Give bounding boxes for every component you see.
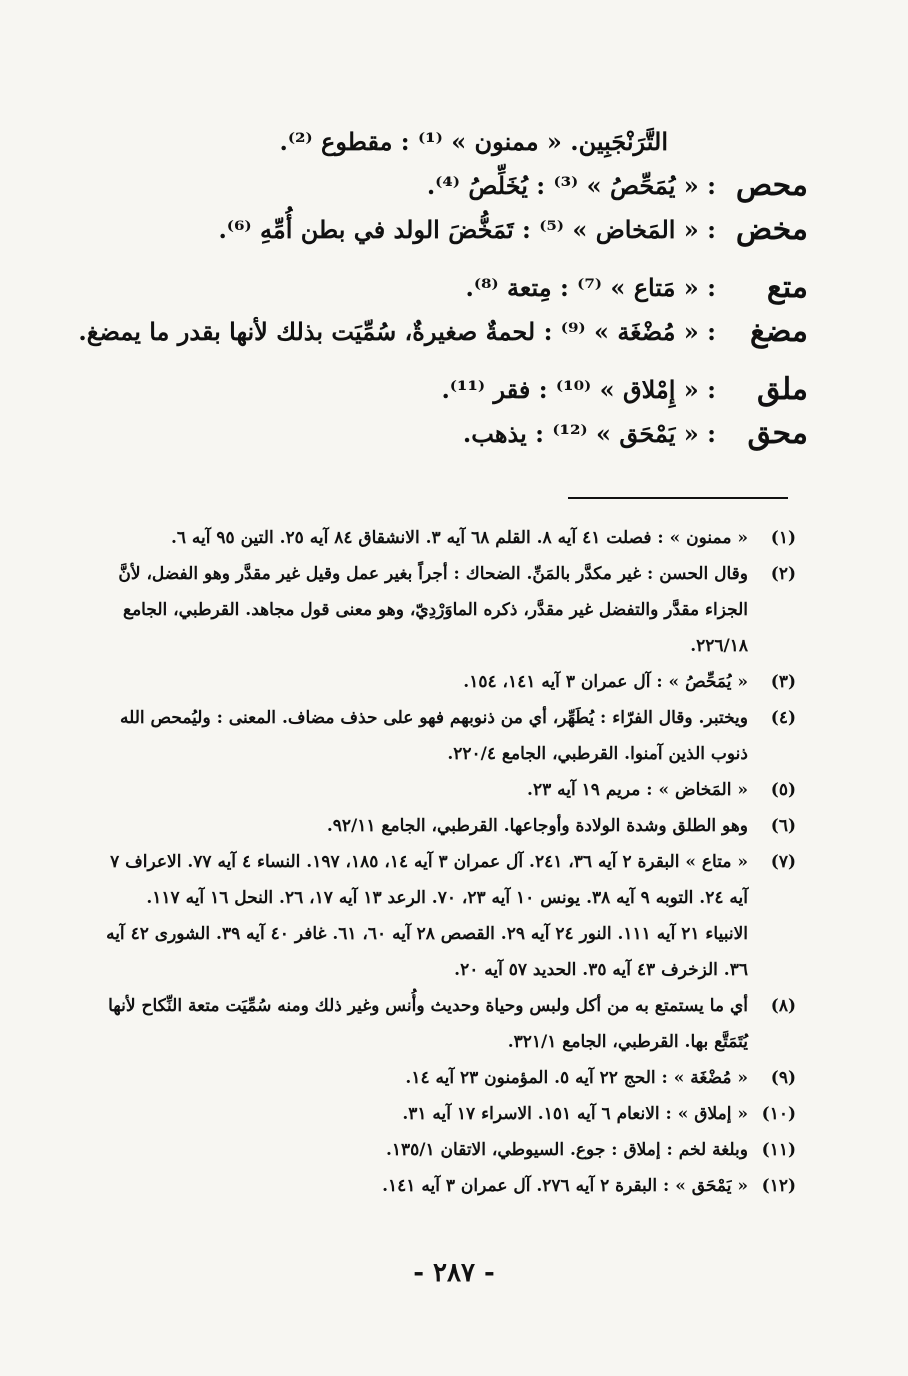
footnote [106,772,796,808]
footnote-number: (١) [770,528,796,548]
entry-root: متع [766,270,808,305]
footnote [106,700,796,772]
footnote-number: (٥) [770,780,796,800]
footnote-number: (١١) [761,1140,796,1160]
footnote-text: وبلغة لخم : إملاق : جوع. السيوطي، الاتقان ١٣٥/١. [385,1140,748,1160]
footnote [106,556,796,664]
footnote-text: وقال الحسن : غير مكدَّر بالمَنِّ. الضحاك : أجراً بغير عمل وقيل غير مقدَّر وهو الفضل، لأنَّ الجزاء مقدَّر والتفضل غير مقدَّر، ذكره الماوَرْدِيّ، وهو معنى قول مجاهد. القرطبي، الجامع ٢٢٦/١٨. [118,564,748,656]
footnote-text: « مُضْغَة » : الحج ٢٢ آيه ٥. المؤمنون ٢٣ آيه ١٤. [405,1068,748,1088]
footnote-divider [568,497,788,499]
entry-root: مضغ [749,314,808,349]
footnote-number: (٨) [770,996,796,1016]
footnote [106,1096,796,1132]
footnote [106,844,796,988]
entry-text: : « المَخاض » ⁽⁵⁾ : تَمَخُّضَ الولد في بطن أُمِّهِ ⁽⁶⁾. [218,215,716,244]
footnote-number: (١٢) [761,1176,796,1196]
footnote-text: « إملاق » : الانعام ٦ آيه ١٥١. الاسراء ١٧ آيه ٣١. [402,1104,748,1124]
entry-root: محق [747,416,808,451]
entry-mkhd [100,208,808,252]
footnote-text: « يَمْحَق » : البقرة ٢ آيه ٢٧٦. آل عمران ٣ آيه ١٤١. [382,1176,748,1196]
entry-text: : « إِمْلاق » ⁽¹⁰⁾ : فقر ⁽¹¹⁾. [441,375,716,404]
entry-root: ملق [756,372,808,407]
entry-text: التَّرَنْجَبِين. « ممنون » ⁽¹⁾ : مقطوع ⁽²⁾. [279,127,668,156]
entry-mhq [100,412,808,456]
entry-text: : « مَتاع » ⁽⁷⁾ : مِتعة ⁽⁸⁾. [465,273,716,302]
footnote-text: « متاع » البقرة ٢ آيه ٣٦، ٢٤١. آل عمران ٣ آيه ١٤، ١٨٥، ١٩٧. النساء ٤ آيه ٧٧. الاعراف ٧ آيه ٢٤. التوبه ٩ آيه ٣٨. يونس ١٠ آيه ٢٣، ٧٠. الرعد ١٣ آيه ١٧، ٢٦. النحل ١٦ آيه ١١٧. الانبياء ٢١ آيه ١١١. النور ٢٤ آيه ٢٩. القصص ٢٨ آيه ٦٠، ٦١. غافر ٤٠ آيه ٣٩. الشورى ٤٢ آيه ٣٦. الزخرف ٤٣ آيه ٣٥. الحديد ٥٧ آيه ٢٠. [106,852,748,980]
footnote-text: « يُمَحِّصُ » : آل عمران ٣ آيه ١٤١، ١٥٤. [463,672,748,692]
footnote-number: (٩) [770,1068,796,1088]
footnote [106,1168,796,1204]
entry-text: : « يَمْحَق » ⁽¹²⁾ : يذهب. [462,419,716,448]
footnote-number: (١٠) [761,1104,796,1124]
footnote-text: « ممنون » : فصلت ٤١ آيه ٨. القلم ٦٨ آيه ٣. الانشقاق ٨٤ آيه ٢٥. التين ٩٥ آيه ٦. [170,528,748,548]
footnote-text: أي ما يستمتع به من أكل ولبس وحياة وحديث وأُنس وغير ذلك ومنه سُمِّيَت متعة النِّكاح لأنها يُتَمَتَّع بها. القرطبي، الجامع ٣٢١/١. [108,996,748,1052]
footnote [106,1132,796,1168]
entry-root: مخض [735,212,808,247]
footnote [106,1060,796,1096]
footnote [106,988,796,1060]
entry-mdgh [78,310,808,354]
footnote-text: ويختبر. وقال الفرّاء : يُطَهِّر، أي من ذنوبهم فهو على حذف مضاف. المعنى : وليُمحص الله ذنوب الذين آمنوا. القرطبي، الجامع ٢٢٠/٤. [119,708,748,764]
footnote-number: (٢) [770,564,796,584]
entry-mt [100,266,808,310]
entry-root: محص [735,168,808,203]
entry-text: : « مُضْغَة » ⁽⁹⁾ : لحمةٌ صغيرةٌ، سُمِّيَت بذلك لأنها بقدر ما يمضغ. [78,317,716,346]
footnote-text: وهو الطلق وشدة الولادة وأوجاعها. القرطبي، الجامع ٩٢/١١. [326,816,748,836]
entry-mhs [100,164,808,208]
footnote-number: (٧) [770,852,796,872]
glossary-entries [78,120,808,456]
footnote-number: (٦) [770,816,796,836]
footnote-text: « المَخاض » : مريم ١٩ آيه ٢٣. [527,780,748,800]
footnotes [106,520,796,1204]
footnote [106,664,796,700]
entry-mlq [100,368,808,412]
footnote-number: (٤) [770,708,796,728]
footnote [106,520,796,556]
entry-text: : « يُمَحِّصُ » ⁽³⁾ : يُخَلِّصُ ⁽⁴⁾. [426,171,716,200]
entry-continuation [100,120,808,164]
footnote-number: (٣) [770,672,796,692]
footnote [106,808,796,844]
page-number: - ٢٨٧ - [413,1258,495,1288]
